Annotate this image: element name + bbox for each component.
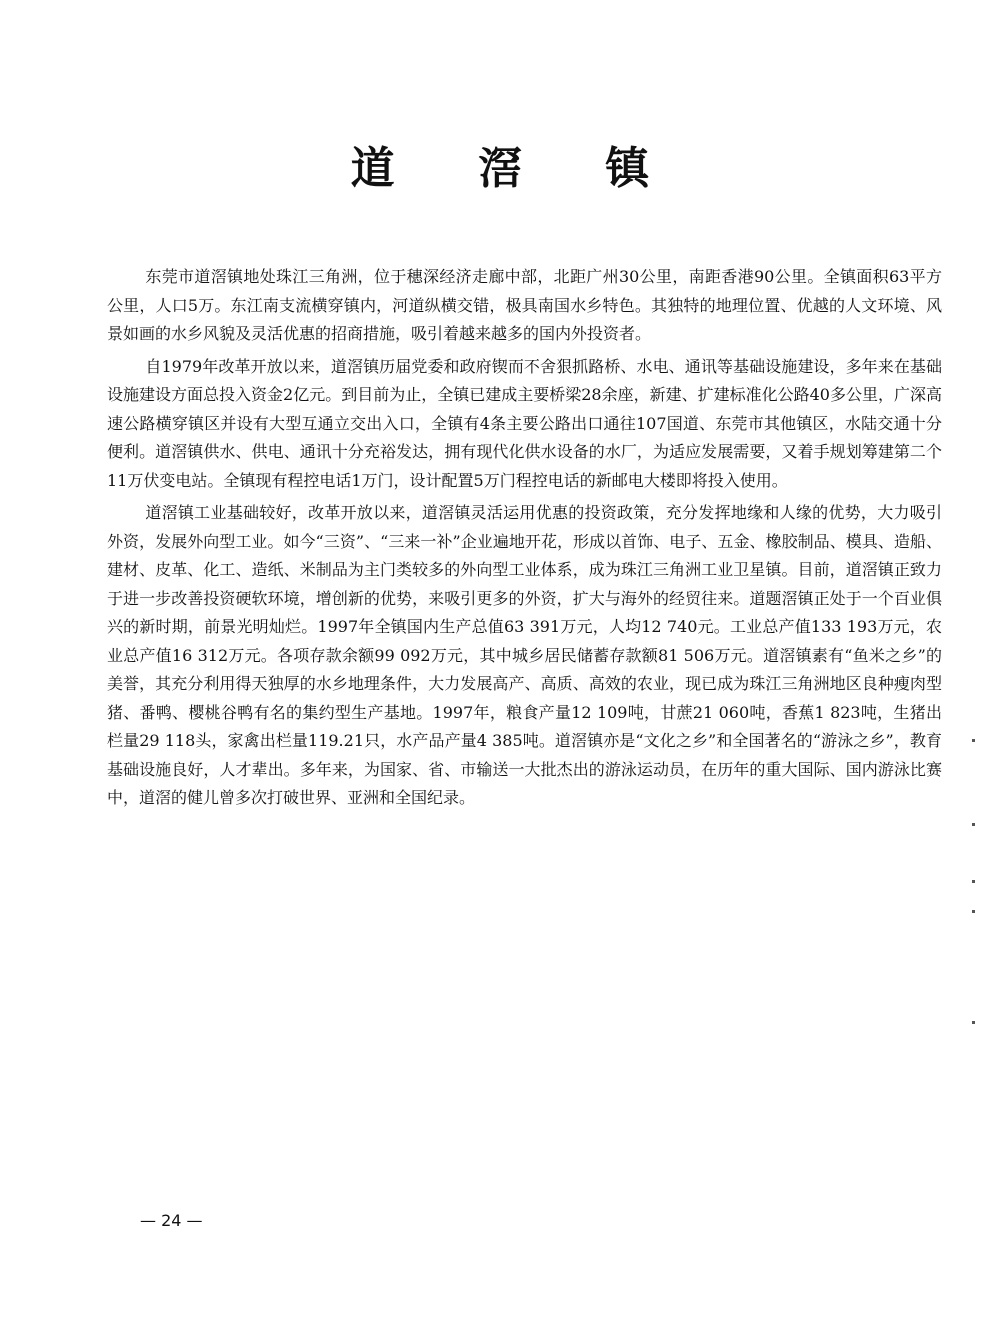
paragraph-industry: 道滘镇工业基础较好，改革开放以来，道滘镇灵活运用优惠的投资政策，充分发挥地缘和人缘的优势，大力吸引外资，发展外向型工业。如今“三资”、“三来一补”企业遍地开花，形成以首饰、电子、五金、橡胶制品、模具、造船、建材、皮革、化工、造纸、米制品为主门类较多的外向型工业体系，成为珠江三角洲工业卫星镇。目前，道滘镇正致力于进一步改善投资硬软环境，增创新的优势，来吸引更多的外资，扩大与海外的经贸往来。道题滘镇正处于一个百业俱兴的新时期，前景光明灿烂。1997年全镇国内生产总值63 391万元，人均12 740元。工业总产值133 193万元，农业总产值16 312万元。各项存款余额99 092万元，其中城乡居民储蓄存款额81 506万元。道滘镇素有“鱼米之乡”的美誉，其充分利用得天独厚的水乡地理条件，大力发展高产、高质、高效的农业，现已成为珠江三角洲地区良种瘦肉型猪、番鸭、樱桃谷鸭有名的集约型生产基地。1997年，粮食产量12 109吨，甘蔗21 060吨，香蕉1 823吨，生猪出栏量29 118头，家禽出栏量119.21只，水产品产量4 385吨。道滘镇亦是“文化之乡”和全国著名的“游泳之乡”，教育基础设施良好，人才辈出。多年来，为国家、省、市输送一大批杰出的游泳运动员，在历年的重大国际、国内游泳比赛中，道滘的健儿曾多次打破世界、亚洲和全国纪录。 [107, 503, 942, 807]
scan-edge-mark [972, 739, 975, 742]
scan-edge-mark [972, 880, 975, 883]
paragraph-infrastructure: 自1979年改革开放以来，道滘镇历届党委和政府锲而不舍狠抓路桥、水电、通讯等基础设施建设，多年来在基础设施建设方面总投入资金2亿元。到目前为止，全镇已建成主要桥梁28余座，新建、扩建标准化公路40多公里，广深高速公路横穿镇区并设有大型互通立交出入口，全镇有4条主要公路出口通往107国道、东莞市其他镇区，水陆交通十分便利。道滘镇供水、供电、通讯十分充裕发达，拥有现代化供水设备的水厂，为适应发展需要，又着手规划筹建第二个11万伏变电站。全镇现有程控电话1万门，设计配置5万门程控电话的新邮电大楼即将投入使用。 [107, 356, 942, 490]
page-title: 道 滘 镇 [350, 143, 684, 194]
scan-edge-mark [972, 823, 975, 826]
page-number: — 24 — [140, 1211, 203, 1230]
paragraph-intro: 东莞市道滘镇地处珠江三角洲，位于穗深经济走廊中部，北距广州30公里，南距香港90公里。全镇面积63平方公里，人口5万。东江南支流横穿镇内，河道纵横交错，极具南国水乡特色。其独特的地理位置、优越的人文环境、风景如画的水乡风貌及灵活优惠的招商措施，吸引着越来越多的国内外投资者。 [107, 267, 942, 343]
scan-edge-mark [972, 1021, 975, 1024]
scan-edge-mark [972, 910, 975, 913]
article-body [107, 263, 942, 817]
